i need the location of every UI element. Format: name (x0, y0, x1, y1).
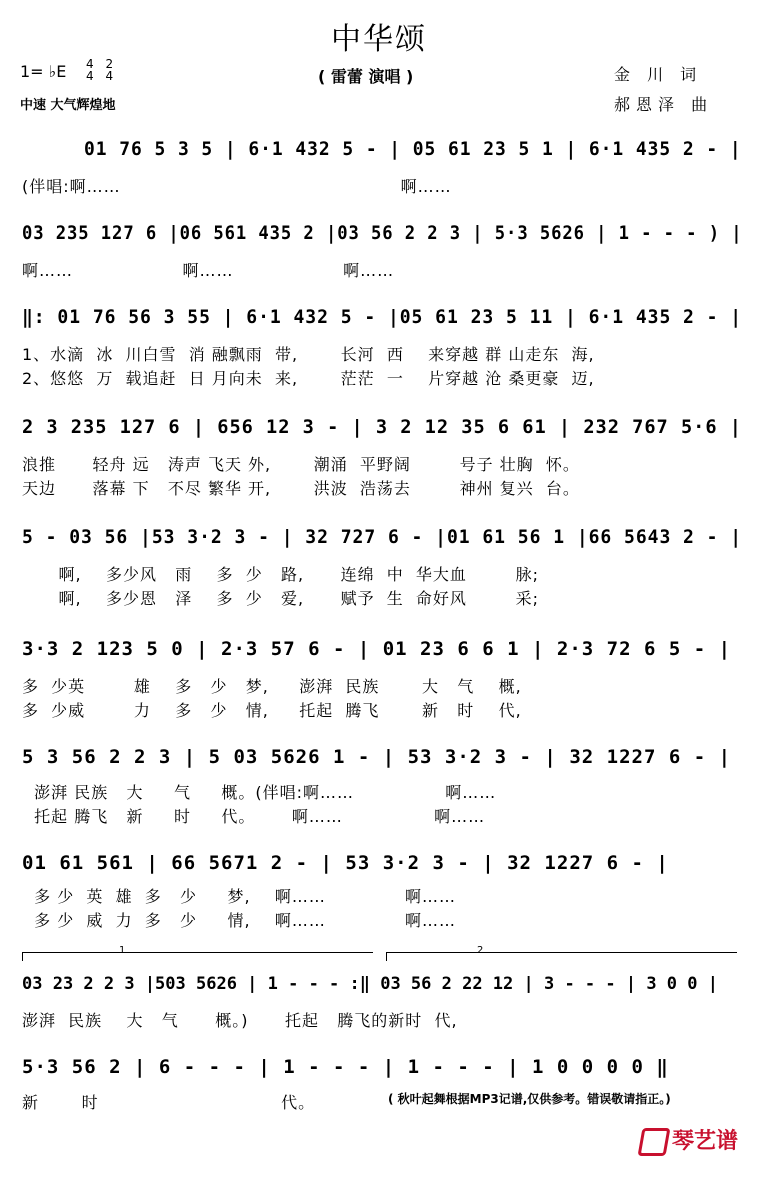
staff-notes: 3·3 2 123 5 0 | 2·3 57 6 - | 01 23 6 6 1 | 2·3 72 6 5 - | (22, 638, 732, 660)
staff-lyric-1: 1、水滴 冰 川白雪 消 融飘雨 带, 长河 西 来穿越 群 山走东 海, (22, 345, 595, 364)
staff-lyric-2: 托起 腾飞 新 时 代。 啊…… 啊…… (22, 807, 486, 826)
time-signature (86, 58, 121, 82)
key-signature: 1= ♭E (20, 62, 67, 81)
staff-notes: ‖: 01 76 56 3 55 | 6·1 432 5 - |05 61 23 5 11 | 6·1 435 2 - | (22, 306, 743, 328)
staff-notes: 5·3 56 2 | 6 - - - | 1 - - - | 1 - - - | 1 0 0 0 0 ‖ (22, 1056, 669, 1078)
time-sig-a-top: 4 (86, 57, 94, 71)
staff-lyric-1: 多 少 英 雄 多 少 梦, 啊…… 啊…… (22, 887, 457, 906)
brand-logo (640, 1124, 738, 1156)
volta-first (22, 945, 373, 961)
staff-lyric-1: 浪推 轻舟 远 涛声 飞天 外, 潮涌 平野阔 号子 壮胸 怀。 (22, 455, 580, 474)
staff-lyric-1: (伴唱:啊…… 啊…… (22, 177, 452, 196)
staff-10 (22, 1056, 742, 1204)
composer: 郝恩泽 曲 (614, 95, 714, 114)
brand-name: 琴艺谱 (672, 1129, 739, 1154)
staff-notes: 2 3 235 127 6 | 656 12 3 - | 3 2 12 35 6 61 | 232 767 5·6 | (22, 416, 742, 438)
lyricist: 金 川 词 (614, 65, 703, 84)
brand-mark-icon (638, 1128, 671, 1156)
staff-notes: 03 23 2 2 3 |503 5626 | 1 - - - :‖ 03 56 2 22 12 | 3 - - - | 3 0 0 | (22, 974, 718, 994)
staff-notes: 01 76 5 3 5 | 6·1 432 5 - | 05 61 23 5 1 | 6·1 435 2 - | (84, 138, 742, 160)
singer: ( 雷蕾 演唱 ) (318, 67, 414, 86)
staff-notes: 5 3 56 2 2 3 | 5 03 5626 1 - | 53 3·2 3 - | 32 1227 6 - | (22, 746, 732, 768)
volta-first-label: 1 (119, 945, 126, 956)
staff-lyric-2: 多 少 威 力 多 少 情, 啊…… 啊…… (22, 911, 457, 930)
staff-lyric-1: 澎湃 民族 大 气 概。(伴唱:啊…… 啊…… (22, 783, 497, 802)
staff-lyric-2: 啊, 多少恩 泽 多 少 爱, 赋予 生 命好风 采; (22, 589, 540, 608)
staff-lyric-2: 2、悠悠 万 载追赶 日 月向未 来, 茫茫 一 片穿越 沧 桑更豪 迈, (22, 369, 595, 388)
tempo-marking: 中速 大气辉煌地 (20, 98, 116, 113)
staff-lyric-2: 天边 落幕 下 不尽 繁华 开, 洪波 浩荡去 神州 复兴 台。 (22, 479, 580, 498)
volta-second-label: 2 (477, 945, 484, 956)
staff-lyric-2: 多 少威 力 多 少 情, 托起 腾飞 新 时 代, (22, 701, 522, 720)
staff-lyric-1: 啊, 多少风 雨 多 少 路, 连绵 中 华大血 脉; (22, 565, 540, 584)
staff-lyric-1: 新 时 代。 (22, 1093, 316, 1112)
staff-notes: 01 61 561 | 66 5671 2 - | 53 3·2 3 - | 32 1227 6 - | (22, 852, 669, 874)
staff-lyric-1: 啊…… 啊…… 啊…… (22, 261, 395, 280)
volta-second (386, 945, 737, 961)
transcription-note: ( 秋叶起舞根据MP3记谱,仅供参考。错误敬请指正。) (388, 1092, 671, 1106)
staff-notes: 5 - 03 56 |53 3·2 3 - | 32 727 6 - |01 61 56 1 |66 5643 2 - | (22, 526, 743, 548)
staff-lyric-1: 多 少英 雄 多 少 梦, 澎湃 民族 大 气 概, (22, 677, 522, 696)
time-sig-a-bottom: 4 (86, 69, 94, 83)
song-title: 中华颂 (331, 22, 427, 57)
staff-lyric-1: 澎湃 民族 大 气 概。) 托起 腾飞的新时 代, (22, 1011, 458, 1030)
time-sig-b-bottom: 4 (105, 69, 114, 83)
staff-notes: 03 235 127 6 |06 561 435 2 |03 56 2 2 3 | 5·3 5626 | 1 - - - ) | (22, 222, 743, 244)
time-sig-b-top: 2 (105, 57, 114, 71)
